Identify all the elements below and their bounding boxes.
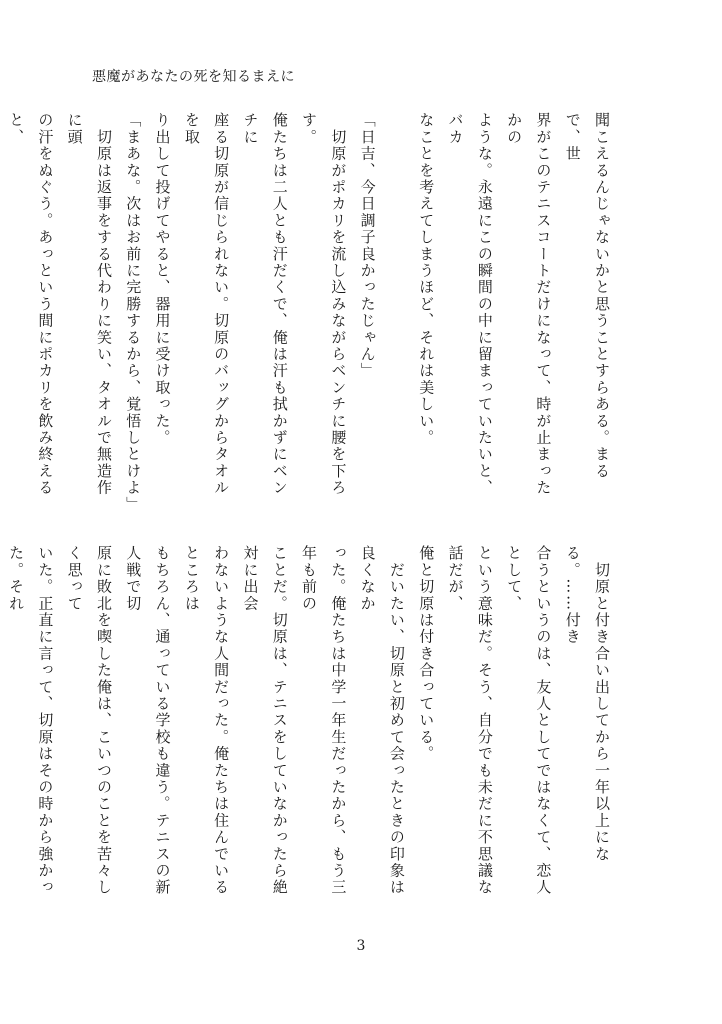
text-line: った。俺たちは中学一年生だったから、もう三年も前の [300, 545, 348, 896]
text-line: いた。正直に言って、切原はその時から強かった。それ [7, 545, 55, 896]
text-line: 切原がポカリを流し込みながらベンチに腰を下ろす。 [300, 112, 348, 497]
text-line: ような。永遠にこの瞬間の中に留まっていたいと、バカ [446, 112, 494, 497]
lower-text-block [7, 545, 616, 905]
text-line: 座る切原が信じられない。切原のバッグからタオルを取 [182, 112, 231, 497]
text-line: 切原と付き合い出してから一年以上になる。……付き [563, 545, 611, 863]
text-line: 聞こえるんじゃないかと思うことすらある。まるで、世 [563, 112, 611, 480]
text-line: わないような人間だった。俺たちは住んでいるところは [182, 545, 231, 896]
text-line: もちろん、通っている学校も違う。テニスの新人戦で切 [124, 545, 172, 896]
text-line [382, 112, 411, 507]
upper-text-block [7, 112, 616, 513]
text-line: 「まあな。次はお前に完勝するから、覚悟しとけよ」 [124, 112, 143, 513]
text-line: 界がこのテニスコートだけになって、時が止まったかの [505, 112, 553, 497]
text-line: の汗をぬぐう。あっという間にポカリを飲み終えると、 [7, 112, 55, 497]
text-line: 「日吉、今日調子良かったじゃん」 [358, 112, 377, 380]
text-line: ことだ。切原は、テニスをしていなかったら絶対に出会 [241, 545, 289, 896]
text-line [0, 112, 1, 507]
text-line: 原に敗北を喫した俺は、こいつのことを苦々しく思って [65, 545, 113, 896]
text-line: 合うというのは、友人としてではなくて、恋人として、 [505, 545, 553, 896]
text-line: だいたい、切原と初めて会ったときの印象は良くなか [358, 545, 406, 896]
text-line: 切原は返事をする代わりに笑い、タオルで無造作に頭 [65, 112, 113, 497]
text-line [0, 545, 1, 905]
text-line: なことを考えてしまうほど、それは美しい。 [417, 112, 436, 446]
page-number: 3 [356, 938, 366, 954]
text-line: り出して投げてやると、器用に受け取った。 [153, 112, 172, 446]
text-line: 俺と切原は付き合っている。 [417, 545, 436, 763]
running-head: 悪魔があなたの死を知るまえに [92, 69, 295, 85]
text-line: 俺たちは二人とも汗だくで、俺は汗も拭かずにベンチに [241, 112, 289, 497]
text-line: という意味だ。そう、自分でも未だに不思議な話だが、 [446, 545, 494, 896]
